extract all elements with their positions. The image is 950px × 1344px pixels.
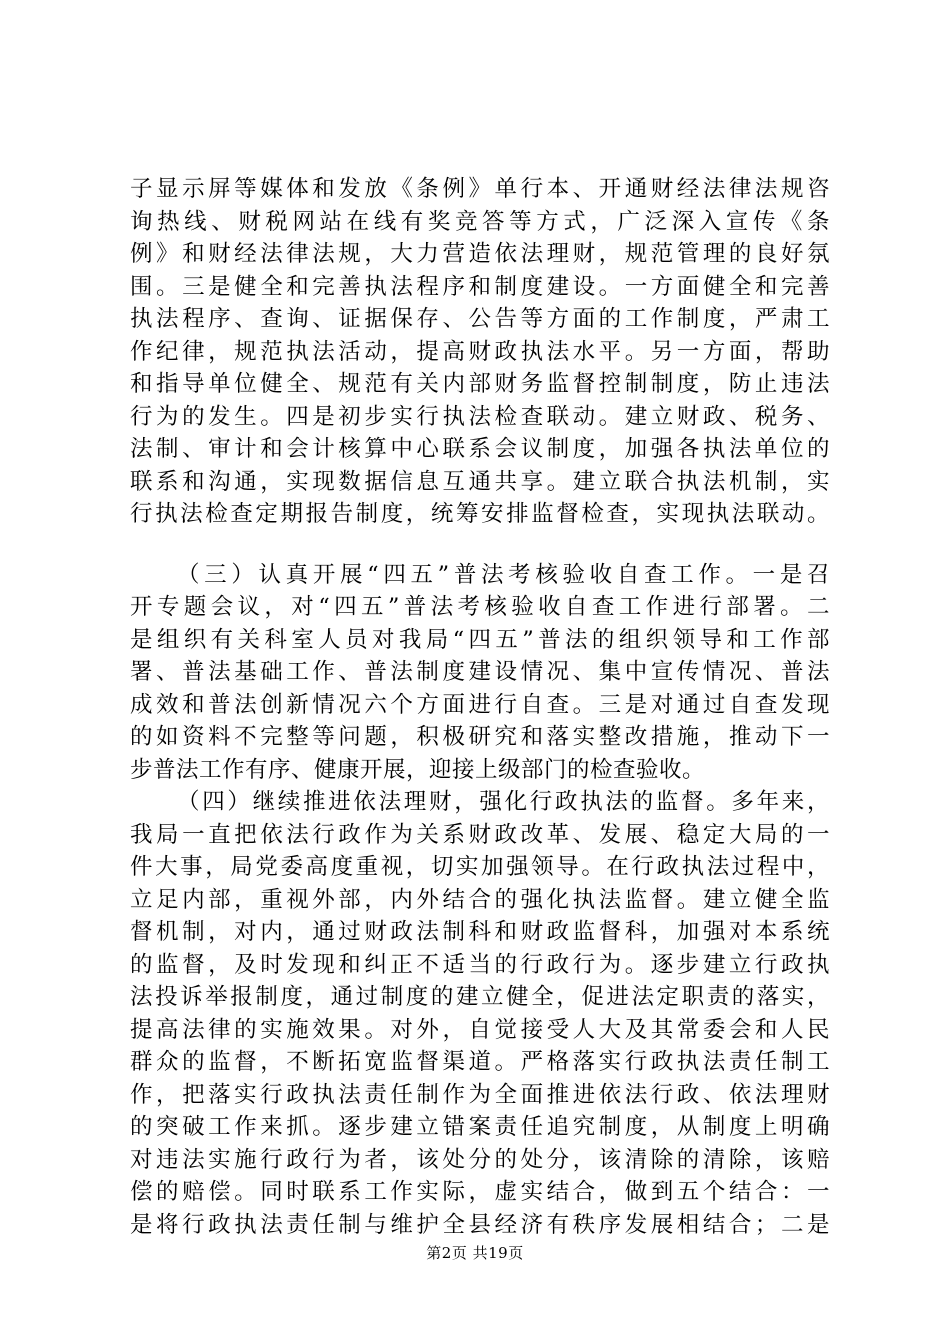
paragraph-1 [130,173,830,531]
text-line: 是将行政执法责任制与维护全县经济有秩序发展相结合；二是 [130,1211,830,1238]
text-line: 作纪律，规范执法活动，提高财政执法水平。另一方面，帮助 [130,338,830,365]
text-line: 作，把落实行政执法责任制作为全面推进依法行政、依法理财 [130,1081,830,1108]
text-line: 立足内部，重视外部，内外结合的强化执法监督。建立健全监 [130,886,830,913]
text-line: 偿的赔偿。同时联系工作实际，虚实结合，做到五个结合：一 [130,1179,830,1205]
text-line: 是组织有关科室人员对我局“四五”普法的组织领导和工作部 [130,626,830,653]
text-line: 的如资料不完整等问题，积极研究和落实整改措施，推动下一 [130,724,830,750]
paragraph-spacer [130,531,830,559]
text-line: 署、普法基础工作、普法制度建设情况、集中宣传情况、普法 [130,659,830,685]
text-line: 我局一直把依法行政作为关系财政改革、发展、稳定大局的一 [130,821,830,848]
text-line: 询热线、财税网站在线有奖竞答等方式，广泛深入宣传《条 [130,208,830,235]
text-line: （四）继续推进依法理财，强化行政执法的监督。多年来， [177,789,830,815]
text-line: 行执法检查定期报告制度，统筹安排监督检查，实现执法联动。 [130,501,830,527]
text-line: 对违法实施行政行为者，该处分的处分，该清除的清除，该赔 [130,1146,830,1173]
text-line: （三）认真开展“四五”普法考核验收自查工作。一是召 [177,561,830,588]
text-line: 例》和财经法律法规，大力营造依法理财，规范管理的良好氛 [130,241,830,267]
text-line: 成效和普法创新情况六个方面进行自查。三是对通过自查发现 [130,691,830,718]
text-line: 法制、审计和会计核算中心联系会议制度，加强各执法单位的 [130,436,830,462]
text-line: 围。三是健全和完善执法程序和制度建设。一方面健全和完善 [130,273,830,300]
page-number-footer: 第2页 共19页 [426,1244,524,1262]
text-line: 法投诉举报制度，通过制度的建立健全，促进法定职责的落实， [130,984,830,1010]
text-line: 的监督，及时发现和纠正不适当的行政行为。逐步建立行政执 [130,951,830,978]
text-line: 行为的发生。四是初步实行执法检查联动。建立财政、税务、 [130,403,830,430]
paragraph-2 [130,559,830,787]
text-line: 步普法工作有序、健康开展，迎接上级部门的检查验收。 [130,756,706,783]
text-line: 执法程序、查询、证据保存、公告等方面的工作制度，严肃工 [130,306,830,332]
text-line: 联系和沟通，实现数据信息互通共享。建立联合执法机制，实 [130,468,830,495]
text-line: 提高法律的实施效果。对外，自觉接受人大及其常委会和人民 [130,1016,830,1043]
text-line: 件大事，局党委高度重视，切实加强领导。在行政执法过程中， [130,854,830,880]
text-line: 的突破工作来抓。逐步建立错案责任追究制度，从制度上明确 [130,1114,830,1140]
text-line: 子显示屏等媒体和发放《条例》单行本、开通财经法律法规咨 [130,176,830,202]
text-line: 和指导单位健全、规范有关内部财务监督控制制度，防止违法 [130,371,830,397]
text-line: 督机制，对内，通过财政法制科和财政监督科，加强对本系统 [130,919,830,945]
text-line: 开专题会议，对“四五”普法考核验收自查工作进行部署。二 [130,594,830,620]
text-line: 群众的监督，不断拓宽监督渠道。严格落实行政执法责任制工 [130,1049,830,1075]
paragraph-3 [130,786,830,1241]
document-body [130,173,830,1241]
